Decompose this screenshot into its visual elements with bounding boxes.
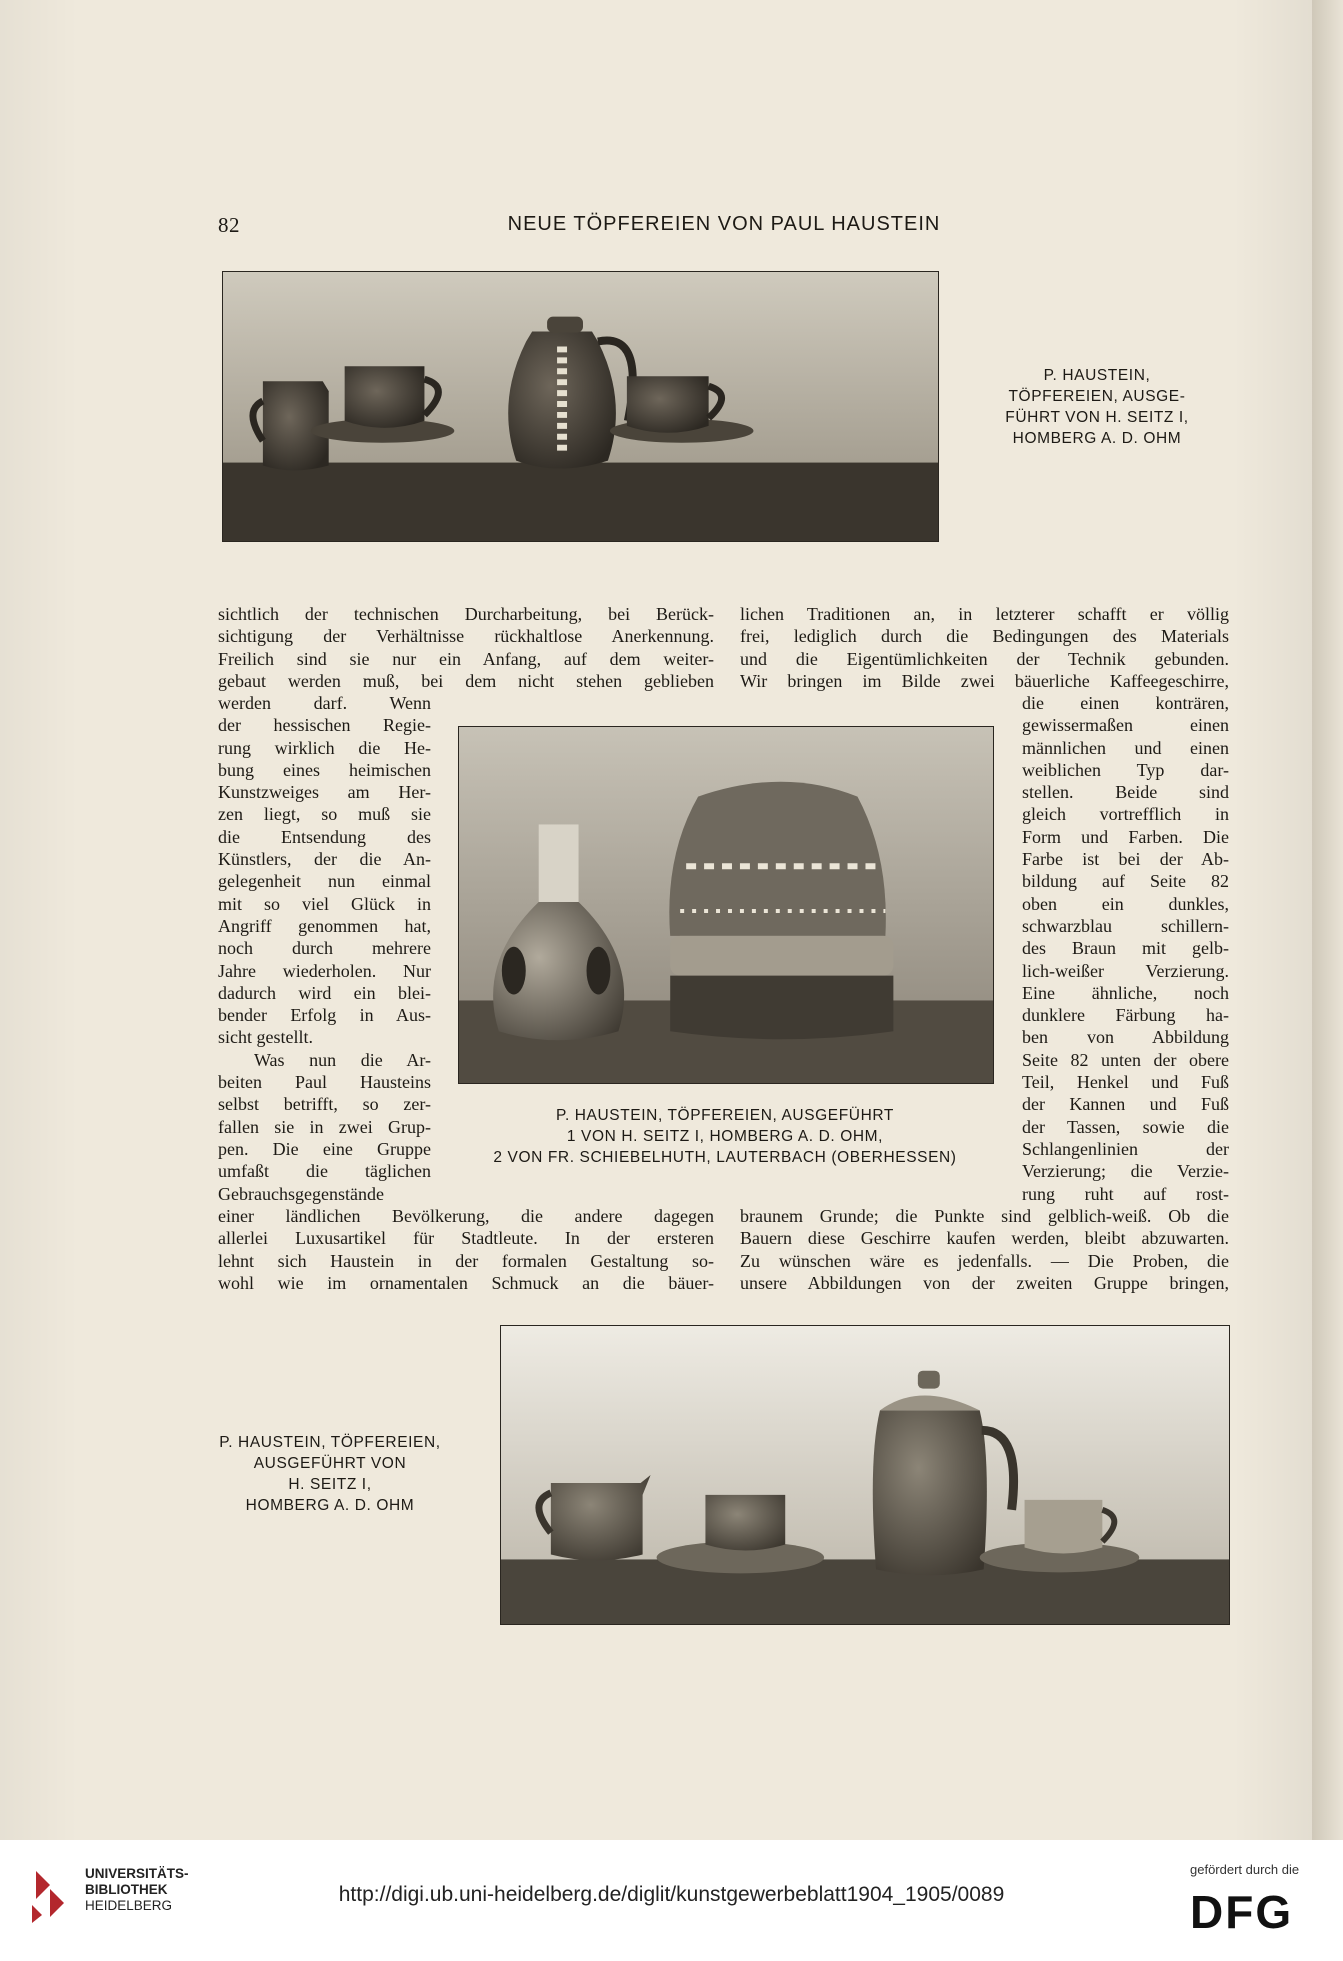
text-line: beiten Paul Hausteins (218, 1072, 431, 1093)
text-line: Was nun die Ar- (254, 1049, 431, 1070)
text-line: Zu wünschen wäre es jedenfalls. — Die Proben, die (740, 1250, 1229, 1271)
text-line: Bauern diese Geschirre kaufen werden, bleibt abzuwarten. (740, 1228, 1229, 1249)
text-line: schwarzblau schillern- (1022, 915, 1229, 936)
text-line: Wir bringen im Bilde zwei bäuerliche Kaffeegeschirre, (740, 670, 1229, 691)
text-line: lehnt sich Haustein in der formalen Gestaltung so- (218, 1250, 714, 1271)
page-edge (1312, 0, 1343, 1840)
text-line: bender Erfolg in Aus- (218, 1005, 431, 1026)
caption-line: FÜHRT VON H. SEITZ I, (1005, 409, 1189, 426)
funding-label: gefördert durch die (1190, 1862, 1300, 1877)
caption-line: AUSGEFÜHRT VON (253, 1455, 407, 1472)
text-line: frei, lediglich durch die Bedingungen des Materials (740, 626, 1229, 647)
text-line: bildung auf Seite 82 (1022, 871, 1229, 892)
text-line: Angriff genommen hat, (218, 915, 431, 936)
dfg-logo: DFG (1190, 1886, 1294, 1938)
text-line: männlichen und einen (1022, 737, 1229, 758)
text-line: des Braun mit gelb- (1022, 938, 1229, 959)
photo-coffee-set-top (222, 271, 939, 542)
page-number: 82 (218, 213, 240, 237)
text-line: gelegenheit nun einmal (218, 871, 431, 892)
text-line: pen. Die eine Gruppe (218, 1138, 431, 1159)
text-line: Seite 82 unten der obere (1022, 1049, 1229, 1070)
text-line: der hessischen Regie- (218, 715, 431, 736)
text-line: mit so viel Glück in (218, 893, 431, 914)
text-line: Form und Farben. Die (1022, 826, 1229, 847)
caption-line: P. HAUSTEIN, (1043, 367, 1151, 384)
text-line: die Entsendung des (218, 826, 431, 847)
library-line: BIBLIOTHEK (85, 1882, 168, 1897)
text-line: rung ruht auf rost- (1022, 1183, 1229, 1204)
text-line: allerlei Luxusartikel für Stadtleute. In der ersteren (218, 1228, 714, 1249)
source-url[interactable]: http://digi.ub.uni-heidelberg.de/diglit/kunstgewerbeblatt1904_1905/0089 (338, 1883, 1005, 1906)
text-bottom-right (740, 1205, 1229, 1294)
text-line: dadurch wird ein blei- (218, 982, 431, 1003)
text-top-right (740, 603, 1229, 692)
text-line: Teil, Henkel und Fuß (1022, 1072, 1229, 1093)
text-bottom-left (218, 1205, 714, 1294)
text-line: lich-weißer Verzierung. (1022, 960, 1229, 981)
text-line: bung eines heimischen (218, 759, 431, 780)
caption-bottom (178, 1432, 482, 1516)
text-line: stellen. Beide sind (1022, 782, 1229, 803)
caption-top (972, 365, 1222, 449)
text-line: Gebrauchsgegenstände (218, 1183, 384, 1204)
text-narrow-right (1022, 692, 1229, 1205)
text-line: Künstlers, der die An- (218, 849, 431, 870)
running-head (218, 213, 1230, 243)
page-title: NEUE TÖPFEREIEN VON PAUL HAUSTEIN (507, 213, 941, 235)
text-line: gewissermaßen einen (1022, 715, 1229, 736)
caption-line: HOMBERG A. D. OHM (245, 1497, 415, 1514)
library-line: UNIVERSITÄTS- (85, 1866, 189, 1881)
text-top-left (218, 603, 714, 692)
text-line: Jahre wiederholen. Nur (218, 960, 431, 981)
photo-vase-and-jar (458, 726, 994, 1084)
text-line: umfaßt die täglichen (218, 1161, 431, 1182)
text-line: wohl wie im ornamentalen Schmuck an die bäuer- (218, 1272, 714, 1293)
text-line: fallen sie in zwei Grup- (218, 1116, 431, 1137)
caption-line: 2 VON FR. SCHIEBELHUTH, LAUTERBACH (OBERHESSEN) (493, 1149, 957, 1166)
text-line: zen liegt, so muß sie (218, 804, 431, 825)
text-line: Eine ähnliche, noch (1022, 982, 1229, 1003)
caption-line: 1 VON H. SEITZ I, HOMBERG A. D. OHM, (566, 1128, 884, 1145)
text-line: gebaut werden muß, bei dem nicht stehen geblieben (218, 670, 714, 691)
text-line: sichtlich der technischen Durcharbeitung, bei Berück- (218, 604, 714, 624)
text-line: der Tassen, sowie die (1022, 1116, 1229, 1137)
text-line: einer ländlichen Bevölkerung, die andere dagegen (218, 1206, 714, 1226)
text-narrow-left (218, 692, 431, 1205)
text-line: sichtigung der Verhältnisse rückhaltlose Anerkennung. (218, 626, 714, 647)
text-line: rung wirklich die He- (218, 737, 431, 758)
text-line: gleich vortrefflich in (1022, 804, 1229, 825)
caption-line: P. HAUSTEIN, TÖPFEREIEN, (219, 1434, 441, 1451)
text-line: noch durch mehrere (218, 938, 431, 959)
text-line: Farbe ist bei der Ab- (1022, 849, 1229, 870)
text-line: ben von Abbildung (1022, 1027, 1229, 1048)
text-line: weiblichen Typ dar- (1022, 759, 1229, 780)
photo-coffee-set-bottom (500, 1325, 1230, 1625)
caption-line: TÖPFEREIEN, AUSGE- (1008, 388, 1186, 405)
text-line: werden darf. Wenn (218, 693, 431, 713)
text-line: und die Eigentümlichkeiten der Technik gebunden. (740, 648, 1229, 669)
text-line: unsere Abbildungen von der zweiten Gruppe bringen, (740, 1272, 1229, 1293)
caption-middle (432, 1105, 1018, 1168)
text-line: lichen Traditionen an, in letzterer schafft er völlig (740, 604, 1229, 624)
text-line: sicht gestellt. (218, 1027, 313, 1048)
caption-line: P. HAUSTEIN, TÖPFEREIEN, AUSGEFÜHRT (556, 1107, 894, 1124)
text-line: Schlangenlinien der (1022, 1138, 1229, 1159)
text-line: dunklere Färbung ha- (1022, 1005, 1229, 1026)
library-line: HEIDELBERG (85, 1898, 173, 1913)
text-line: oben ein dunkles, (1022, 893, 1229, 914)
text-line: Kunstzweiges am Her- (218, 782, 431, 803)
text-line: Verzierung; die Verzie- (1022, 1161, 1229, 1182)
caption-line: H. SEITZ I, (288, 1476, 372, 1493)
text-line: Freilich sind sie nur ein Anfang, auf dem weiter- (218, 648, 714, 669)
text-line: braunem Grunde; die Punkte sind gelblich-weiß. Ob die (740, 1206, 1229, 1226)
caption-line: HOMBERG A. D. OHM (1012, 430, 1182, 447)
text-line: selbst betrifft, so zer- (218, 1094, 431, 1115)
text-line: der Kannen und Fuß (1022, 1094, 1229, 1115)
text-line: die einen konträren, (1022, 693, 1229, 713)
